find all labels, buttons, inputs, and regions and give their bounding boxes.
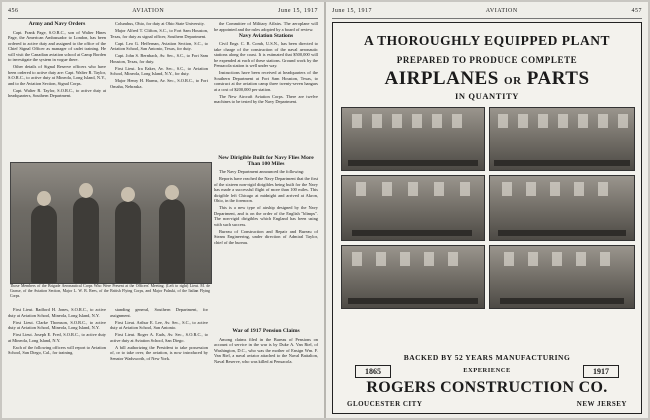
factory-photo-4 (489, 175, 635, 241)
year-current-badge: 1917 (583, 365, 619, 378)
ad-subhead: PREPARED TO PRODUCE COMPLETE (396, 55, 578, 65)
column-pension-claims: War of 1917 Pension Claims Among claims filed in the Bureau of Pensions on account of service in the war is by Duke A. Van Riel, of Washington, D.C., who was the mother of Ensign Wm. F. Van Riel, a naval aviator attached to the Naval Battalion, Naval Reserve, who was killed at Pensacola. (214, 328, 318, 364)
right-page-date: June 15, 1917 (332, 8, 372, 14)
right-journal-title: AVIATION (485, 8, 518, 14)
right-page-number: 457 (631, 8, 642, 14)
heading-pension-claims: War of 1917 Pension Claims (232, 328, 300, 334)
factory-photo-5 (341, 245, 485, 309)
left-page (2, 2, 324, 418)
heading-navy-aviation-stations: Navy Aviation Stations (238, 32, 294, 39)
left-page-number: 456 (8, 8, 19, 14)
rogers-advertisement (332, 22, 642, 414)
right-page (326, 2, 648, 418)
factory-photo-3 (341, 175, 485, 241)
magazine-spread (2, 2, 648, 418)
ad-quantity: IN QUANTITY (455, 91, 519, 101)
year-founded-badge: 1865 (355, 365, 391, 378)
ad-backed-by: BACKED BY 52 YEARS MANUFACTURING (403, 353, 571, 362)
column-navy-aviation-stations: the Committee of Military Affairs. The aeroplane will be appointed and the rules adopted by a board of review. Navy Aviation Stations Civil Engr. C. B. Comb, U.S.N., has been directed to take charge of the construction of the naval aeronautic stations along the coast. It is estimated that $500,000 will be expended at each of these stations. Ground work by the Pensacola station is well under way. Instructions have been received at headquarters of the Southern Department at Fort Sam Houston, Texas, to construct at the aviation camp three twenty-seven hangars at a cost of $200,000 per station. The New Aircraft Aviation Corps. There are twelve machines to be tested by the Navy Department. (214, 21, 318, 104)
left-running-head (8, 8, 318, 19)
column-army-navy-orders: Army and Navy Orders Capt. Frank Page, S.O.R.C., son of Walter Hines Page, the American Ambassador to London, has been ordered to active duty and assigned to the office of the Chief Signal Officer as manager of cadet training. He will visit the Canadian aviation school at Camp Borden to investigate the system in vogue there. Other details of Signal Reserve officers who have been ordered to active duty are: Capt. Walter R. Taylor, S.O.R.C., to active duty at Mineola, Long Island, N.Y., and to the Aviation Section, Signal Corps. Capt. Walter R. Taylor, S.O.R.C., to active duty at headquarters, Southern Department. (8, 21, 106, 98)
column-new-dirigible: New Dirigible Built for Navy Flies More Than 100 Miles The Navy Department announced the following: Reports have reached the Navy Department that the first of the sixteen non-rigid dirigibles being built for the Navy has made a successful flight of more than 100 miles. This dirigible left Chicago at midnight and arrived at Akron, Ohio, in the forenoon. This is a new type of airship designed by the Navy Department, and is on the order of the English "blimps". The non-rigid dirigibles which England has been using with such success. Bureau of Construction and Repair and Bureau of Steam Engineering, under direction of Admiral Taylor, chief of the bureau. (214, 155, 318, 245)
factory-photo-2 (489, 107, 635, 171)
heading-army-navy-orders: Army and Navy Orders (28, 21, 86, 27)
column-orders-continued: Columbus, Ohio, for duty at Ohio State University. Major Alfred T. Clifton, S.C., to Fort Sam Houston, Texas, for duty as signal officer, Southern Department. Capt. Leo G. Heffernan, Aviation Section, S.C., to Aviation School, San Antonio, Texas, for duty. Capt. John S. Bernbach, Av. Sec., S.C., to Fort Sam Houston, Texas, for duty. First Lieut. Ira Eaker, Av. Sec., S.C., to Aviation School, Mineola, Long Island, N.Y., for duty. Major Henry H. Harms, Av. Sec., S.O.R.C., to Fort Omaha, Nebraska. (110, 21, 208, 89)
company-state: NEW JERSEY (576, 400, 627, 408)
factory-photo-6 (489, 245, 635, 309)
company-city: GLOUCESTER CITY (347, 400, 423, 408)
left-journal-title: AVIATION (132, 8, 165, 14)
column-lower-left: First Lieut. Radford H. Jones, S.O.R.C., to active duty at Aviation School, Mineola, Long Island, N.Y. First Lieut. Clarke Thomson, S.O.R.C., to active duty at Aviation School, Mineola, Long Island, N.Y. First Lieut. Joseph E. Fred, S.O.R.C., to active duty at Mineola, Long Island, N.Y. Each of the following officers will report to Aviation School, San Diego, Cal., for training. (8, 307, 106, 355)
left-page-date: June 15, 1917 (277, 8, 318, 14)
factory-photo-1 (341, 107, 485, 171)
heading-new-dirigible: New Dirigible Built for Navy Flies More Than 100 Miles (218, 155, 314, 167)
officers-group-photo (10, 162, 212, 284)
photo-caption: Those Members of the Brigade Aeronautical Corps Who Were Present at the Officers' Meeting. (Left to right) Lieut. M. de Grasse, of the Aviation Section, Major L. W. B. Rees, of the British Flying Corps, and Major Pulaski, of the Italian Flying Corps. (10, 284, 210, 298)
ad-experience: EXPERIENCE (463, 367, 511, 374)
right-running-head (332, 8, 642, 19)
ad-headline: A THOROUGHLY EQUIPPED PLANT (364, 33, 610, 48)
column-lower-middle: standing general, Southern Department, for assignment. First Lieut. Arthur E. Lee, Av. Sec., S.C., to active duty at Aviation School, San Antonio. First Lieut. Roger A. Eads, Av. Sec., S.O.R.C., to active duty at Aviation School, San Diego. A bill authorizing the President to take possession of, or to take over, the aviation, is now introduced by Senator Wadsworth, of New York. (110, 307, 208, 361)
ad-products: AIRPLANES OR PARTS (384, 68, 590, 89)
company-name: ROGERS CONSTRUCTION CO. (366, 379, 608, 396)
